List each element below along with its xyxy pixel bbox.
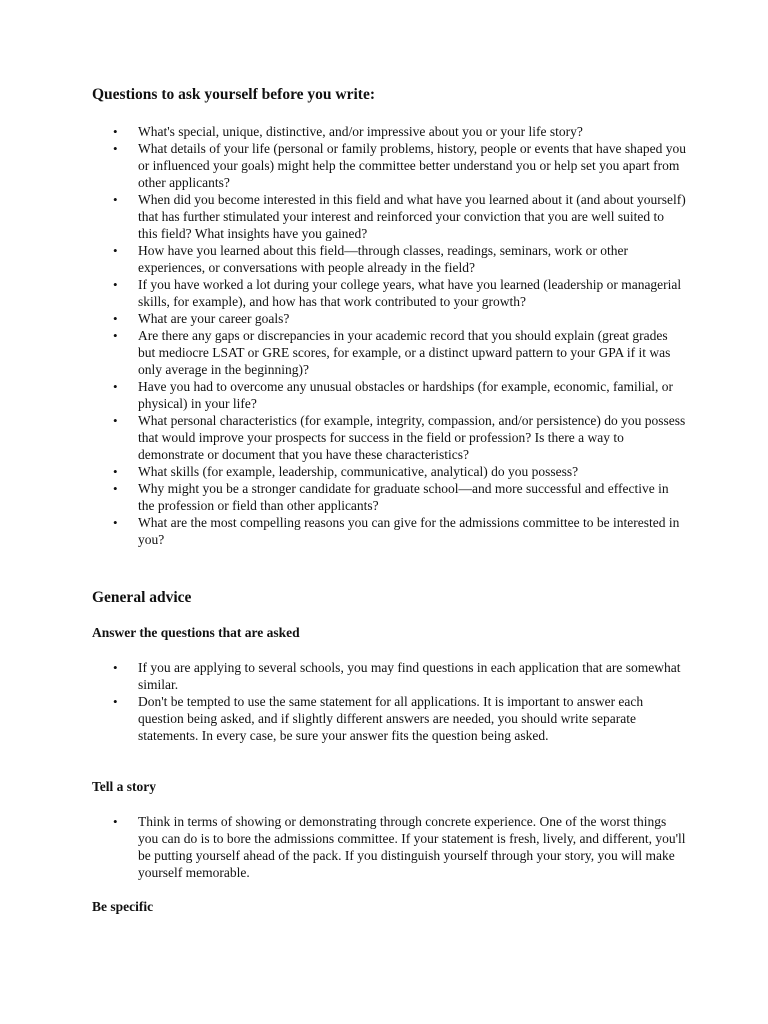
list-item-text: How have you learned about this field—through classes, readings, seminars, work or other experiences, or conversations with people already in the field? — [138, 243, 629, 275]
list-item — [0, 191, 686, 242]
questions-list — [0, 123, 768, 548]
list-item — [0, 327, 686, 378]
list-item — [0, 378, 686, 412]
bullet-icon: • — [113, 141, 118, 156]
bullet-icon: • — [113, 379, 118, 394]
list-item-text: Think in terms of showing or demonstrating through concrete experience. One of the worst things you can do is to bore the admissions committee. If your statement is fresh, lively, and different, you'll be putting yourself ahead of the pack. If you distinguish yourself through your story, you will make yourself memorable. — [138, 814, 686, 880]
list-item-text: Are there any gaps or discrepancies in your academic record that you should explain (great grades but mediocre LSAT or GRE scores, for example, or a distinct upward pattern to your GPA if it was only average in the beginning)? — [138, 328, 671, 377]
list-item-text: What personal characteristics (for example, integrity, compassion, and/or persistence) do you possess that would improve your prospects for success in the field or profession? Is there a way to demonstrate or document that you have these characteristics? — [138, 413, 686, 462]
list-item-text: What details of your life (personal or family problems, history, people or events that have shaped you or influenced your goals) might help the committee better understand you or help set you apart from other applicants? — [138, 141, 686, 190]
section-heading-general-advice: General advice — [92, 589, 192, 606]
bullet-icon: • — [113, 464, 118, 479]
bullet-icon: • — [113, 814, 118, 829]
bullet-icon: • — [113, 515, 118, 530]
tell-a-story-list — [0, 813, 768, 881]
bullet-icon: • — [113, 192, 118, 207]
list-item — [0, 693, 686, 744]
list-item — [0, 123, 686, 140]
list-item — [0, 242, 686, 276]
bullet-icon: • — [113, 413, 118, 428]
list-item-text: Have you had to overcome any unusual obstacles or hardships (for example, economic, familial, or physical) in your life? — [138, 379, 673, 411]
list-item — [0, 659, 686, 693]
list-item-text: What's special, unique, distinctive, and/or impressive about you or your life story? — [138, 124, 583, 139]
answer-questions-list — [0, 659, 768, 744]
list-item-text: If you are applying to several schools, you may find questions in each application that are somewhat similar. — [138, 660, 681, 692]
list-item — [0, 514, 686, 548]
list-item — [0, 276, 686, 310]
list-item-text: What skills (for example, leadership, communicative, analytical) do you possess? — [138, 464, 579, 479]
list-item-text: Why might you be a stronger candidate for graduate school—and more successful and effective in the profession or field than other applicants? — [138, 481, 669, 513]
list-item — [0, 140, 686, 191]
subheading-be-specific: Be specific — [92, 899, 154, 914]
list-item — [0, 813, 686, 881]
bullet-icon: • — [113, 124, 118, 139]
list-item — [0, 463, 686, 480]
bullet-icon: • — [113, 311, 118, 326]
list-item-text: If you have worked a lot during your college years, what have you learned (leadership or managerial skills, for example), and how has that work contributed to your growth? — [138, 277, 682, 309]
list-item — [0, 310, 686, 327]
list-item-text: What are the most compelling reasons you can give for the admissions committee to be interested in you? — [138, 515, 680, 547]
bullet-icon: • — [113, 328, 118, 343]
list-item-text: What are your career goals? — [138, 311, 290, 326]
bullet-icon: • — [113, 277, 118, 292]
list-item — [0, 480, 686, 514]
subheading-tell-a-story: Tell a story — [92, 779, 156, 794]
bullet-icon: • — [113, 243, 118, 258]
bullet-icon: • — [113, 660, 118, 675]
subheading-answer-questions: Answer the questions that are asked — [92, 625, 300, 640]
list-item — [0, 412, 686, 463]
bullet-icon: • — [113, 694, 118, 709]
list-item-text: When did you become interested in this field and what have you learned about it (and about yourself) that has further stimulated your interest and reinforced your conviction that you are well suited to this field? What insights have you gained? — [138, 192, 686, 241]
list-item-text: Don't be tempted to use the same statement for all applications. It is important to answer each question being asked, and if slightly different answers are needed, you should write separate statements. In every case, be sure your answer fits the question being asked. — [138, 694, 644, 743]
section-heading-questions: Questions to ask yourself before you write: — [92, 86, 375, 103]
bullet-icon: • — [113, 481, 118, 496]
